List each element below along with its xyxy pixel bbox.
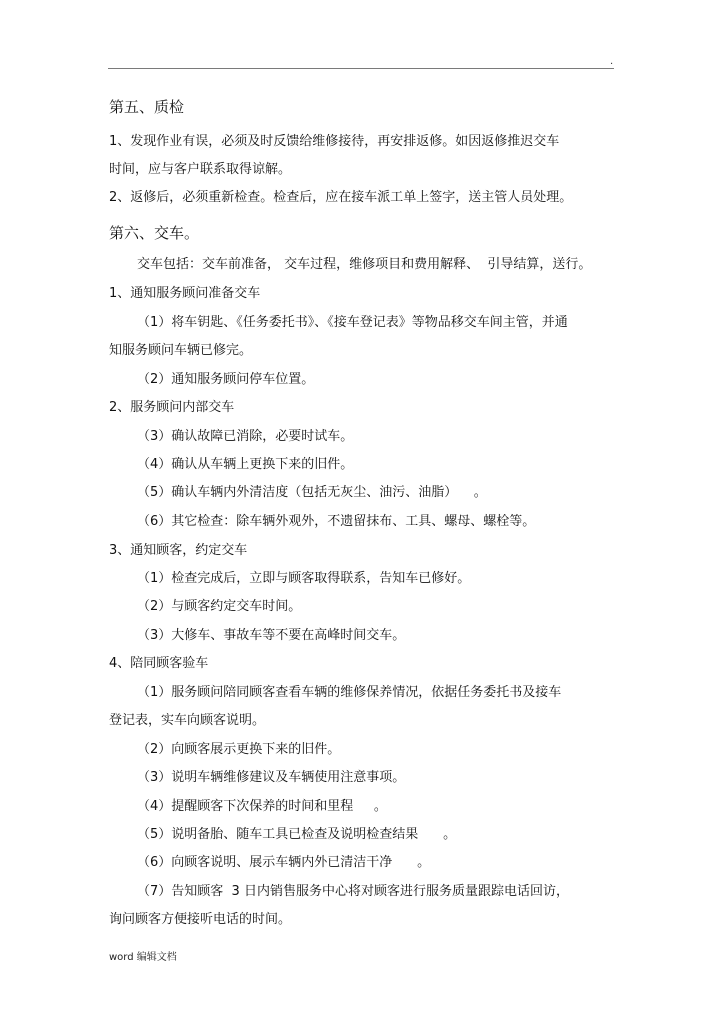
list-item: 询问顾客方便接听电话的时间。 — [109, 912, 292, 927]
list-item: （1）检查完成后，立即与顾客取得联系，告知车已修好。 — [137, 571, 471, 586]
paragraph-line: 交车包括：交车前准备， 交车过程，维修项目和费用解释、 引导结算，送行。 — [137, 257, 592, 272]
list-item: 登记表，实车向顾客说明。 — [109, 713, 266, 728]
paragraph-line: 时间，应与客户联系取得谅解。 — [109, 162, 292, 177]
list-item: （7）告知顾客 3 日内销售服务中心将对顾客进行服务质量跟踪电话回访， — [137, 884, 569, 899]
paragraph-line: 1、发现作业有误，必须及时反馈给维修接待，再安排返修。如因返修推迟交车 — [109, 134, 560, 149]
list-item: 1、通知服务顾问准备交车 — [109, 286, 261, 301]
header-mark: . — [610, 56, 614, 67]
paragraph-line: 2、返修后，必须重新检查。检查后，应在接车派工单上签字，送主管人员处理。 — [109, 190, 573, 205]
section-heading-5: 第五、质检 — [109, 98, 185, 116]
list-item: （4）确认从车辆上更换下来的旧件。 — [137, 457, 354, 472]
list-item: （6）其它检查：除车辆外观外，不遗留抹布、工具、螺母、螺栓等。 — [137, 514, 536, 529]
section-heading-6: 第六、交车。 — [109, 224, 200, 242]
list-item: 3、通知顾客，约定交车 — [109, 543, 248, 558]
list-item: （4）提醒顾客下次保养的时间和里程 。 — [137, 799, 387, 814]
list-item: 知服务顾问车辆已修完。 — [109, 343, 253, 358]
header-rule — [108, 68, 614, 69]
footer-label: word 编辑文档 — [109, 952, 177, 963]
list-item: （2）与顾客约定交车时间。 — [137, 599, 302, 614]
list-item: （2）通知服务顾问停车位置。 — [137, 372, 315, 387]
list-item: （2）向顾客展示更换下来的旧件。 — [137, 742, 341, 757]
list-item: （5）确认车辆内外清洁度（包括无灰尘、油污、油脂） 。 — [137, 485, 487, 500]
list-item: （1）将车钥匙、《任务委托书》、《接车登记表》等物品移交车间主管，并通 — [137, 315, 568, 330]
list-item: （3）说明车辆维修建议及车辆使用注意事项。 — [137, 770, 406, 785]
list-item: （1）服务顾问陪同顾客查看车辆的维修保养情况，依据任务委托书及接车 — [137, 685, 562, 700]
list-item: 4、陪同顾客验车 — [109, 656, 209, 671]
list-item: （6）向顾客说明、展示车辆内外已清洁干净 。 — [137, 855, 431, 870]
list-item: （5）说明备胎、随车工具已检查及说明检查结果 。 — [137, 827, 457, 842]
list-item: （3）确认故障已消除，必要时试车。 — [137, 429, 354, 444]
list-item: （3）大修车、事故车等不要在高峰时间交车。 — [137, 628, 406, 643]
list-item: 2、服务顾问内部交车 — [109, 400, 235, 415]
